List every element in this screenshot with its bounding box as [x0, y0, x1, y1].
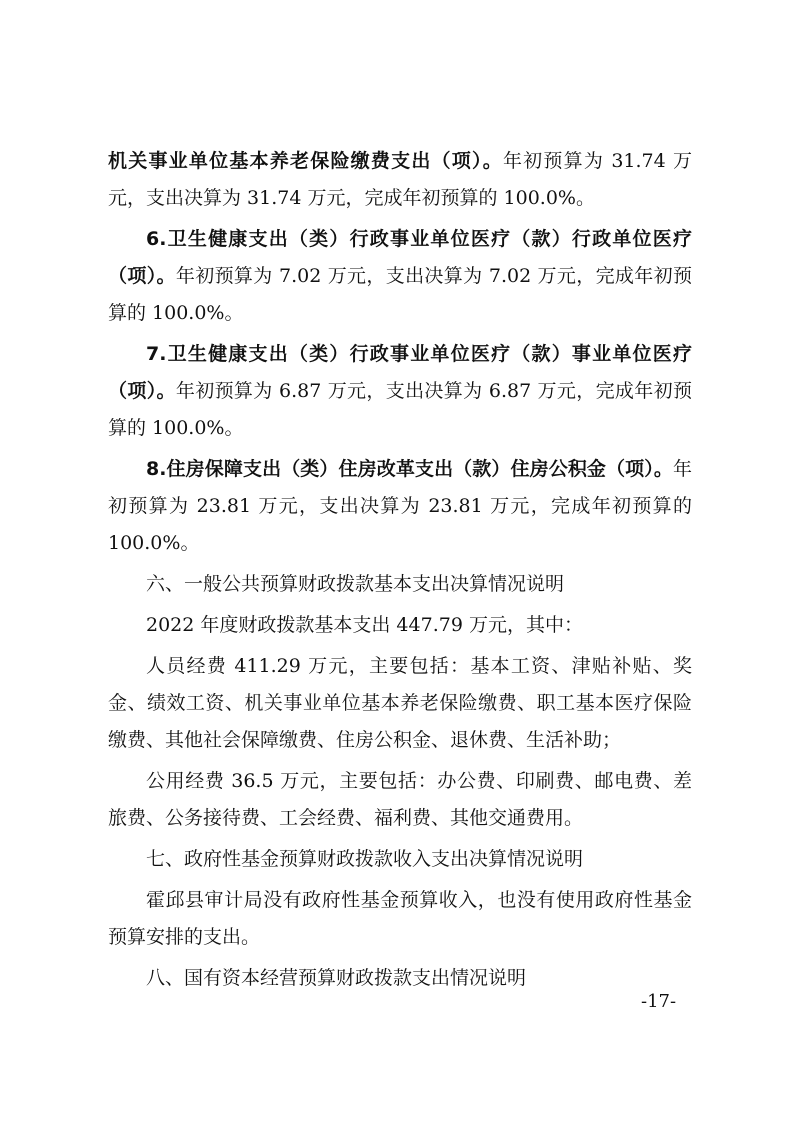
paragraph-housing-fund	[108, 451, 692, 562]
item-text: 年初预算为 31.74 万元，支出决算为 31.74 万元，完成年初预算的 100.0%。	[108, 150, 692, 209]
item-title: 8.住房保障支出（类）住房改革支出（款）住房公积金（项）。	[146, 458, 673, 480]
paragraph-admin-medical	[108, 221, 692, 332]
item-text: 年初预算为 6.87 万元，支出决算为 6.87 万元，完成年初预算的 100.0%。	[108, 380, 692, 439]
paragraph-pension	[108, 143, 692, 217]
item-text: 年初预算为 23.81 万元，支出决算为 23.81 万元，完成年初预算的 100.0%。	[108, 458, 692, 554]
page-number: -17-	[641, 991, 677, 1012]
section-8-heading: 八、国有资本经营预算财政拨款支出情况说明	[146, 967, 527, 989]
section-6-heading: 六、一般公共预算财政拨款基本支出决算情况说明	[146, 573, 565, 595]
section-6-personnel: 人员经费 411.29 万元，主要包括：基本工资、津贴补贴、奖金、绩效工资、机关事业单位基本养老保险缴费、职工基本医疗保险缴费、其他社会保障缴费、住房公积金、退休费、生活补助；	[108, 655, 692, 751]
item-text: 年初预算为 7.02 万元，支出决算为 7.02 万元，完成年初预算的 100.0%。	[108, 265, 692, 324]
section-7-heading: 七、政府性基金预算财政拨款收入支出决算情况说明	[146, 848, 584, 870]
item-title: 6.卫生健康支出（类）行政事业单位医疗（款）行政单位医疗（项）。	[108, 228, 692, 287]
document-page	[108, 143, 692, 997]
section-6-public: 公用经费 36.5 万元，主要包括：办公费、印刷费、邮电费、差旅费、公务接待费、工会经费、福利费、其他交通费用。	[108, 770, 692, 829]
item-title: 7.卫生健康支出（类）行政事业单位医疗（款）事业单位医疗（项）。	[108, 343, 692, 402]
section-6-intro: 2022 年度财政拨款基本支出 447.79 万元，其中：	[146, 614, 583, 636]
section-7-body: 霍邱县审计局没有政府性基金预算收入，也没有使用政府性基金预算安排的支出。	[108, 889, 692, 948]
item-title: 机关事业单位基本养老保险缴费支出（项）。	[108, 150, 503, 172]
paragraph-public-medical	[108, 336, 692, 447]
